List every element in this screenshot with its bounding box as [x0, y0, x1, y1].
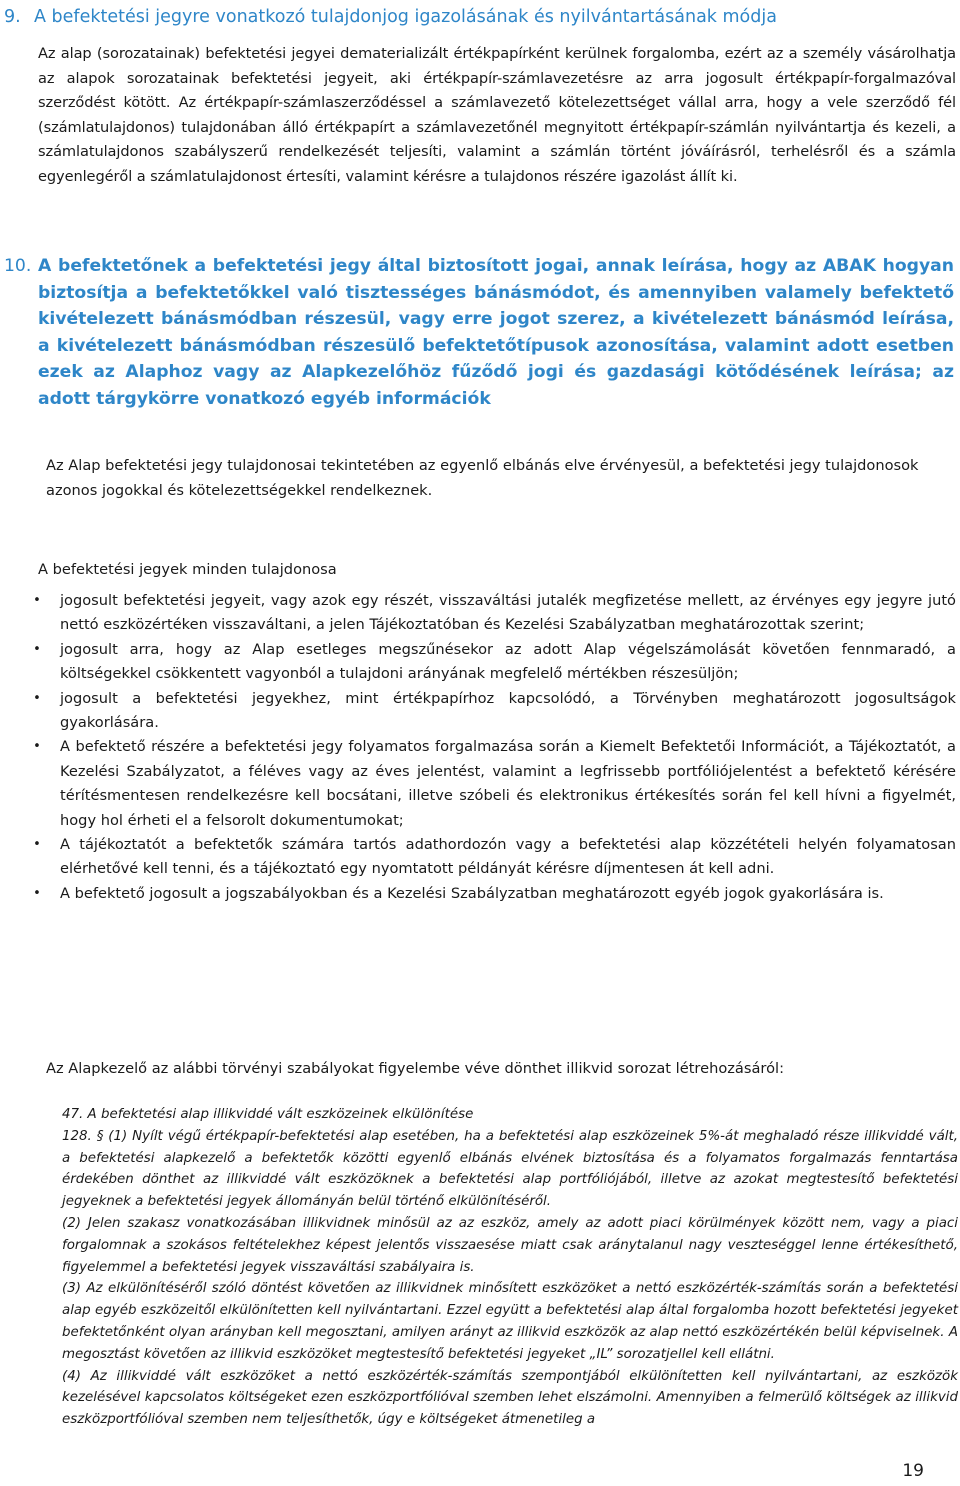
list-item-text: A tájékoztatót a befektetők számára tartós adathordozón vagy a befektetési alap közzétételi helyén folyamatosan elérhetővé kell tenni, és a tájékoztató egy nyomtatott példányát kérésre díjmentesen át kell adni.: [60, 836, 956, 878]
section-9-heading: [4, 4, 954, 30]
holder-rights-list: [28, 589, 956, 906]
section-9-body: Az alap (sorozatainak) befektetési jegyei dematerializált értékpapírként kerülnek forgalomba, ezért az a személy vásárolhatja az alapok sorozatainak befektetési jegyeit, aki értékpapír-számlavezetésre az arra jogosult értékpapír-forgalmazóval szerződést kötött. Az értékpapír-számlaszerződéssel a számlavezető kötelezettséget vállal arra, hogy a vele szerződő fél (számlatulajdonos) tulajdonában álló értékpapírt a számlavezetőnél megnyitott értékpapír-számlán nyilvántartja és kezeli, a számlatulajdonos szabályszerű rendelkezését teljesíti, valamint a számlán történt jóváírásról, terhelésről és a számla egyenlegéről a számlatulajdonost értesíti, valamint kérésre a tulajdonos részére igazolást állít ki.: [38, 45, 956, 185]
equal-treatment-paragraph: Az Alap befektetési jegy tulajdonosai tekintetében az egyenlő elbánás elve érvényesül, a befektetési jegy tulajdonosok azonos jogokkal és kötelezettségekkel rendelkeznek.: [46, 457, 919, 499]
list-item-text: jogosult a befektetési jegyekhez, mint értékpapírhoz kapcsolódó, a Törvényben meghatározott jogosultságok gyakorlására.: [60, 689, 956, 732]
list-item: [28, 735, 956, 833]
list-item-text: jogosult arra, hogy az Alap esetleges megszűnésekor az adott Alap végelszámolását követően fennmaradó, a költségekkel csökkentett vagyonból a tulajdoni arányának megfelelő mértékben részesüljön;: [60, 640, 956, 683]
law-paragraph: 128. § (1) Nyílt végű értékpapír-befektetési alap esetében, ha a befektetési alap eszközeinek 5%-át meghaladó része illikviddé vált, a befektetési alapkezelő a befektetők közötti egyenlő elbánás elvének biztosítása és a folyamatos forgalmazás fenntartása érdekében dönthet az illikviddé vált eszközöknek a befektetési alap portfóliójából, illetve az azokat megtestesítő befektetési jegyeknek a befektetési jegyek állományán belül történő elkülönítéséről.: [62, 1128, 958, 1210]
bullet-icon: •: [33, 837, 41, 853]
law-paragraph: (4) Az illikviddé vált eszközöket a nettó eszközérték-számítás szempontjából elkülönítetten kell nyilvántartani, az eszközök kezelésével kapcsolatos költségeket ezen eszközportfólióval szemben lehet elszámolni. Amennyiben a felmerülő költségek az illikvid eszközportfólióval szemben nem teljesíthetők, úgy e költségeket átmenetileg a: [62, 1368, 958, 1428]
list-item: [28, 638, 956, 687]
holders-intro: A befektetési jegyek minden tulajdonosa: [38, 561, 337, 578]
list-item: [28, 589, 956, 638]
list-item-text: A befektető részére a befektetési jegy folyamatos forgalmazása során a Kiemelt Befektetői Információt, a Tájékoztatót, a Kezelési Szabályzatot, a féléves vagy az éves jelentést, valamint a legfrissebb portfóliójelentést a befektető kérésére térítésmentesen rendelkezésre kell bocsátani, illetve szóbeli és elektronikus értékesítés során fel kell hívni a figyelmét, hogy hol érheti el a felsorolt dokumentumokat;: [60, 738, 956, 829]
bullet-icon: •: [33, 739, 41, 755]
section-9-number: 9.: [4, 7, 21, 27]
list-item-text: jogosult befektetési jegyeit, vagy azok egy részét, visszaváltási jutalék megfizetése mellett, az érvényes egy jegyre jutó nettó eszközértéken visszaváltani, a jelen Tájékoztatóban és Kezelési Szabályzatban meghatározottak szerint;: [60, 592, 956, 634]
law-quote: [62, 1104, 958, 1431]
bullet-icon: •: [33, 690, 41, 706]
illiquid-intro: Az Alapkezelő az alábbi törvényi szabályokat figyelembe véve dönthet illikvid sorozat létrehozásáról:: [46, 1060, 784, 1077]
bullet-icon: •: [33, 885, 41, 901]
list-item: [28, 687, 956, 736]
list-item: [28, 833, 956, 882]
list-item-text: A befektető jogosult a jogszabályokban és a Kezelési Szabályzatban meghatározott egyéb jogok gyakorlására is.: [60, 884, 884, 902]
law-paragraph: (2) Jelen szakasz vonatkozásában illikvidnek minősül az az eszköz, amely az adott piaci körülmények között nem, vagy a piaci forgalomnak a szokásos feltételekhez képest jelentős visszaesése miatt csak aránytalanul nagy veszteséggel lenne értékesíthető, figyelemmel a befektetési jegyek visszaváltási szabályaira is.: [62, 1215, 958, 1275]
section-10-number: 10.: [4, 256, 32, 276]
page-number: 19: [902, 1461, 924, 1481]
list-item: [28, 882, 956, 906]
bullet-icon: •: [33, 593, 41, 608]
law-heading: 47. A befektetési alap illikviddé vált eszközeinek elkülönítése: [62, 1107, 474, 1122]
section-9-title: A befektetési jegyre vonatkozó tulajdonjog igazolásának és nyilvántartásának módja: [34, 7, 777, 27]
section-10-title: A befektetőnek a befektetési jegy által biztosított jogai, annak leírása, hogy az ABAK hogyan biztosítja a befektetőkkel való tisztességes bánásmódot, és amennyiben valamely befektető kivételezett bánásmódban részesül, vagy erre jogot szerez, a kivételezett bánásmód leírása, a kivételezett bánásmódban részesülő befektetőtípusok azonosítása, valamint adott esetben ezek az Alaphoz vagy az Alapkezelőhöz fűződő jogi és gazdasági kötődésének leírása; az adott tárgykörre vonatkozó egyéb információk: [38, 256, 954, 409]
section-10-heading: [4, 253, 954, 412]
bullet-icon: •: [33, 641, 41, 657]
law-paragraph: (3) Az elkülönítéséről szóló döntést követően az illikvidnek minősített eszközöket a nettó eszközérték-számítás során a befektetési alap egyéb eszközeitől elkülönítetten kell nyilvántartani. Ezzel együtt a befektetési alap által forgalomba hozott befektetési jegyeket befektetőnként olyan arányban kell megosztani, amilyen arányt az illikvid eszközök az alap nettó eszközértékén belül képviselnek. A megosztást követően az illikvid eszközöket megtestesítő befektetési jegyeket „IL” sorozatjellel kell ellátni.: [62, 1281, 958, 1362]
